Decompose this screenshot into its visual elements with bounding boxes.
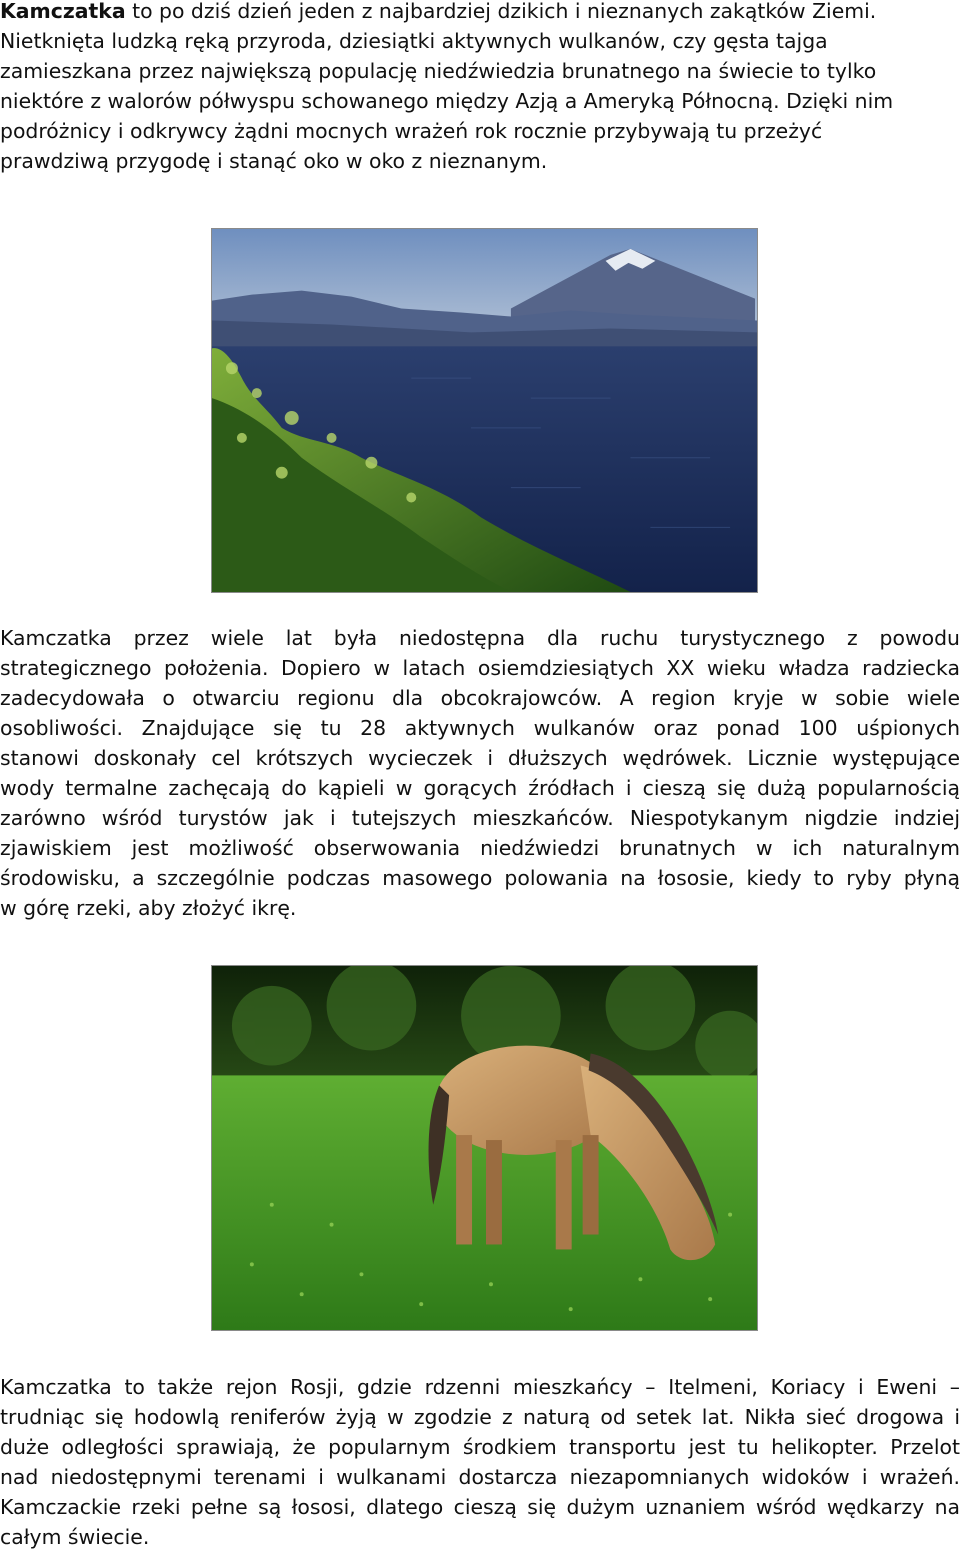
text-line: zadecydowała o otwarciu regionu dla obcokrajowców. A region kryje w sobie wiele (0, 686, 960, 710)
text-line: stanowi doskonały cel krótszych wycieczek i dłuższych wędrówek. Licznie występujące (0, 746, 960, 770)
text-line: Kamczackie rzeki pełne są łososi, dlatego cieszą się dużym uznaniem wśród wędkarzy na (0, 1495, 960, 1519)
text-line: duże odległości sprawiają, że popularnym środkiem transportu jest tu helikopter. Przelot (0, 1435, 960, 1459)
text-line: środowisku, a szczególnie podczas masowego polowania na łososie, kiedy to ryby płyną (0, 866, 960, 890)
text-line: trudniąc się hodowlą reniferów żyją w zgodzie z naturą od setek lat. Nikła sieć drogowa i (0, 1405, 960, 1429)
text-line: prawdziwą przygodę i stanąć oko w oko z nieznanym. (0, 149, 548, 173)
grazing-horse-photo (211, 965, 758, 1331)
people-paragraph (0, 1372, 960, 1552)
text-line: podróżnicy i odkrywcy żądni mocnych wrażeń rok rocznie przybywają tu przeżyć (0, 119, 823, 143)
text-line: Nietknięta ludzką ręką przyroda, dziesiątki aktywnych wulkanów, czy gęsta tajga (0, 29, 828, 53)
text-line: Kamczatka to także rejon Rosji, gdzie rdzenni mieszkańcy – Itelmeni, Koriacy i Eweni – (0, 1375, 960, 1399)
lead-word: Kamczatka (0, 0, 126, 23)
text-line: wody termalne zachęcają do kąpieli w gorących źródłach i cieszą się dużą popularnością (0, 776, 960, 800)
text-line: Kamczatka to po dziś dzień jeden z najbardziej dzikich i nieznanych zakątków Ziemi. (0, 0, 877, 23)
grazing-horse-image (212, 966, 757, 1330)
text-line: strategicznego położenia. Dopiero w latach osiemdziesiątych XX wieku władza radziecka (0, 656, 960, 680)
volcano-lake-image (212, 229, 757, 592)
intro-paragraph (0, 0, 960, 176)
history-paragraph (0, 623, 960, 923)
text-line: niektóre z walorów półwyspu schowanego między Azją a Ameryką Północną. Dzięki nim (0, 89, 894, 113)
text-line: osobliwości. Znajdujące się tu 28 aktywnych wulkanów oraz ponad 100 uśpionych (0, 716, 960, 740)
text-line: nad niedostępnymi terenami i wulkanami dostarcza niezapomnianych widoków i wrażeń. (0, 1465, 960, 1489)
volcano-lake-photo (211, 228, 758, 593)
text-line: Kamczatka przez wiele lat była niedostępna dla ruchu turystycznego z powodu (0, 626, 960, 650)
text-line: zarówno wśród turystów jak i tutejszych mieszkańców. Niespotykanym nigdzie indziej (0, 806, 960, 830)
text-line: całym świecie. (0, 1525, 150, 1549)
text-line: w górę rzeki, aby złożyć ikrę. (0, 896, 297, 920)
text-line: zamieszkana przez największą populację niedźwiedzia brunatnego na świecie to tylko (0, 59, 877, 83)
text-line: zjawiskiem jest możliwość obserwowania niedźwiedzi brunatnych w ich naturalnym (0, 836, 960, 860)
